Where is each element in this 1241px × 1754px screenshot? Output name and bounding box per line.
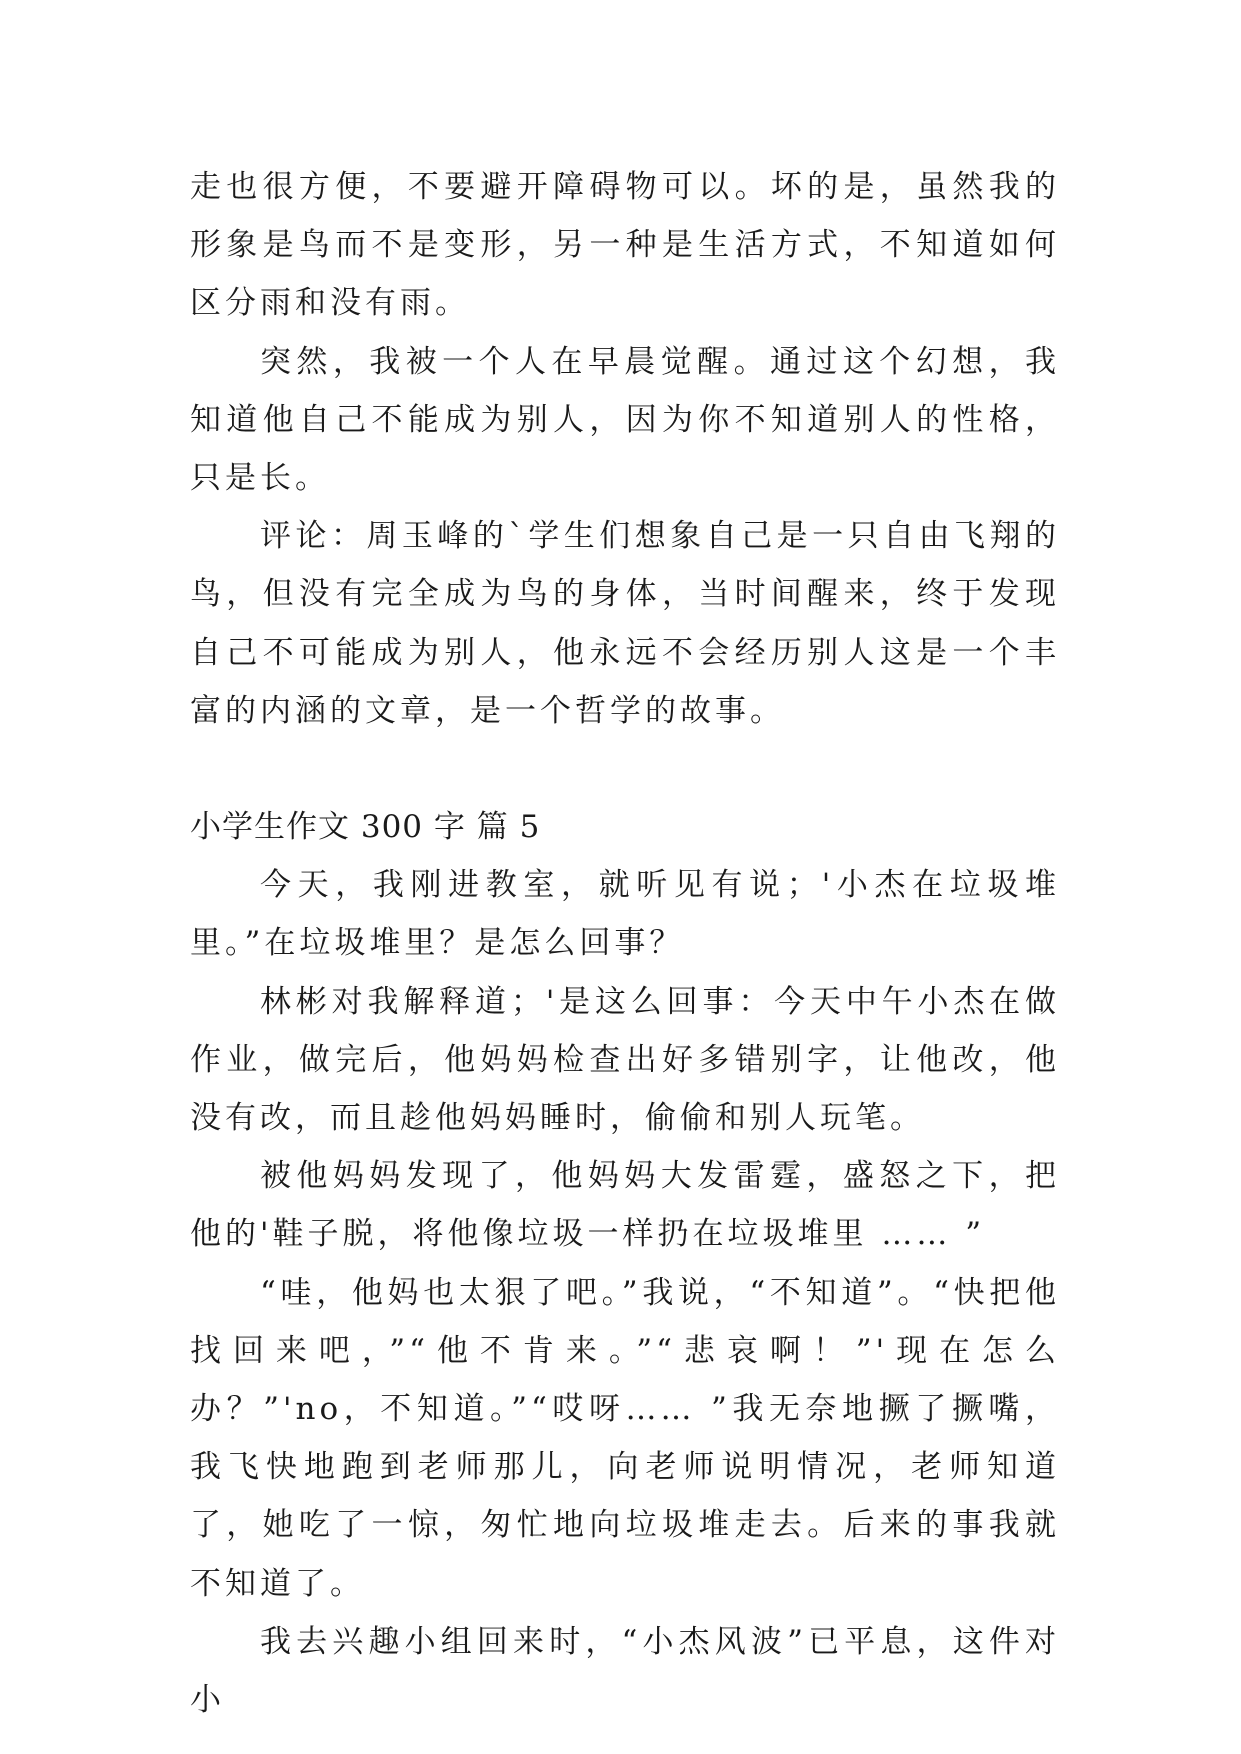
section-heading: 小学生作文 300 字 篇 5: [190, 809, 541, 846]
paragraph: 我去兴趣小组回来时，“小杰风波”已平息，这件对小: [190, 1623, 1060, 1719]
section-gap: [190, 740, 1060, 798]
paragraph: 评论：周玉峰的`学生们想象自己是一只自由飞翔的鸟，但没有完全成为鸟的身体，当时间醒来，终于发现自己不可能成为别人，他永远不会经历别人这是一个丰富的内涵的文章，是一个哲学的故事。: [190, 518, 1060, 729]
document-page: [190, 158, 1060, 1729]
paragraph: 林彬对我解释道；'是这么回事：今天中午小杰在做作业，做完后，他妈妈检查出好多错别字，让他改，他没有改，而且趁他妈妈睡时，偷偷和别人玩笔。: [190, 983, 1060, 1137]
paragraph: “哇，他妈也太狠了吧。”我说，“不知道”。“快把他找回来吧，”“他不肯来。”“悲哀啊！”'现在怎么办？”'no，不知道。”“哎呀…… ”我无奈地撅了撅嘴，我飞快地跑到老师那儿，向老师说明情况，老师知道了，她吃了一惊，匆忙地向垃圾堆走去。后来的事我就不知道了。: [190, 1274, 1060, 1602]
paragraph: 突然，我被一个人在早晨觉醒。通过这个幻想，我知道他自己不能成为别人，因为你不知道别人的性格，只是长。: [190, 343, 1060, 497]
paragraph: 被他妈妈发现了，他妈妈大发雷霆，盛怒之下，把他的'鞋子脱，将他像垃圾一样扔在垃圾堆里 …… ”: [190, 1158, 1060, 1253]
paragraph: 走也很方便，不要避开障碍物可以。坏的是，虽然我的形象是鸟而不是变形，另一种是生活方式，不知道如何区分雨和没有雨。: [190, 169, 1060, 322]
paragraph: 今天，我刚进教室，就听见有说；'小杰在垃圾堆里。”在垃圾堆里？是怎么回事？: [190, 867, 1060, 962]
